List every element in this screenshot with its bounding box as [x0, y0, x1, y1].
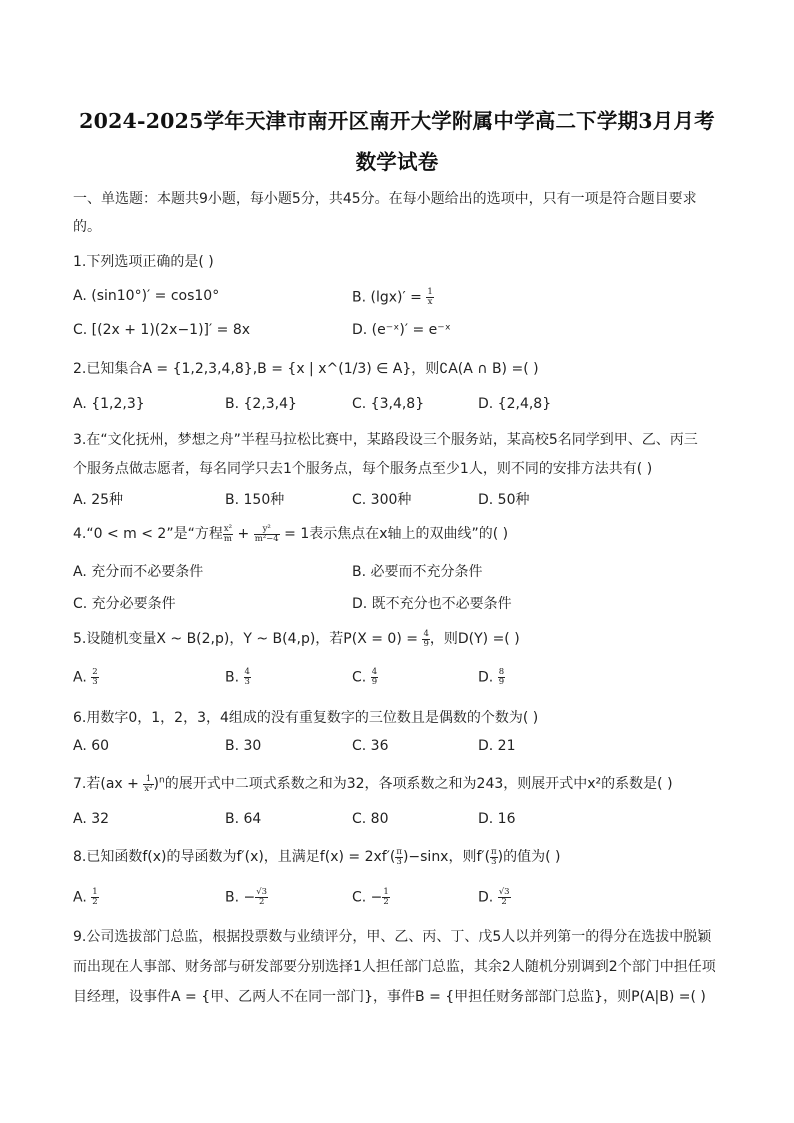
q8-stem-mid: )−sinx，则f′(	[402, 849, 491, 865]
fraction-numerator: π	[396, 846, 402, 857]
fraction-denominator: 2	[501, 897, 507, 907]
option-fraction	[255, 888, 268, 907]
q2-option-b: B. {2,3,4}	[225, 396, 297, 412]
section-heading-cont: 的。	[73, 219, 101, 235]
fraction-numerator: 4	[423, 628, 429, 639]
option-label: C.	[352, 669, 371, 686]
q1-stem: 1.下列选项正确的是( )	[73, 254, 214, 270]
q4-plus: +	[233, 526, 254, 542]
q4-option-d: D. 既不充分也不必要条件	[352, 596, 512, 612]
fraction-denominator: 3	[92, 677, 98, 687]
q3-stem-line2: 个服务点做志愿者，每名同学只去1个服务点，每个服务点至少1人，则不同的安排方法共有( )	[73, 461, 653, 477]
q7-close-paren: )	[153, 776, 159, 792]
fraction-denominator: 2	[92, 897, 98, 907]
q5-stem-pre: 5.设随机变量X ~ B(2,p)，Y ~ B(4,p)，若P(X = 0) =	[73, 631, 423, 647]
q4-option-a: A. 充分而不必要条件	[73, 564, 204, 580]
option-label: A.	[73, 889, 92, 906]
q2-option-c: C. {3,4,8}	[352, 396, 425, 412]
section-heading: 一、单选题：本题共9小题，每小题5分，共45分。在每小题给出的选项中，只有一项是符合题目要求	[73, 191, 697, 207]
q5-option-d	[478, 668, 505, 687]
q6-option-b: B. 30	[225, 738, 262, 754]
q3-option-c: C. 300种	[352, 492, 412, 508]
q7-stem-post: 的展开式中二项式系数之和为32，各项系数之和为243，则展开式中x²的系数是( )	[164, 776, 673, 792]
q8-fraction-pi-2	[490, 848, 498, 867]
q2-stem-post: ，则∁A(A ∩ B) =( )	[411, 361, 539, 377]
q8-stem	[73, 846, 560, 867]
q3-stem-line1: 3.在“文化抚州，梦想之舟”半程马拉松比赛中，某路段设三个服务站，某高校5名同学到甲、乙、丙三	[73, 432, 698, 448]
q6-stem: 6.用数字0，1，2，3，4组成的没有重复数字的三位数且是偶数的个数为( )	[73, 710, 539, 726]
q8-option-a	[73, 888, 99, 907]
q7-exponent: n	[159, 775, 165, 786]
fraction-numerator: 4	[244, 667, 250, 677]
q2-set-b: {x | x^(1/3) ∈ A}	[287, 361, 412, 377]
q1-option-b	[352, 288, 434, 307]
q5-option-c	[352, 668, 378, 687]
q9-stem-line3: 目经理，设事件A = {甲、乙两人不在同一部门}，事件B = {甲担任财务部部门总监}，则P(A|B) =( )	[73, 989, 706, 1005]
q7-option-d: D. 16	[478, 811, 516, 827]
fraction-numerator: 4	[371, 667, 378, 677]
option-fraction	[371, 668, 378, 687]
fraction-numerator: 1	[92, 887, 98, 897]
q8-stem-pre: 8.已知函数f(x)的导函数为f′(x)，且满足f(x) = 2xf′(	[73, 849, 396, 865]
q7-stem	[73, 773, 673, 794]
q7-option-b: B. 64	[225, 811, 262, 827]
exam-subtitle: 数学试卷	[355, 150, 439, 174]
fraction-denominator: 2	[383, 897, 389, 907]
q5-option-a	[73, 668, 99, 687]
q5-stem	[73, 628, 520, 649]
q1-option-a: A. (sin10°)′ = cos10°	[73, 288, 220, 304]
q7-fraction	[143, 775, 153, 794]
option-label: C. −	[352, 889, 383, 906]
fraction-numerator: 1	[427, 287, 433, 297]
q2-stem	[73, 358, 539, 378]
q5-option-b	[225, 668, 251, 687]
fraction-denominator: m²−4	[254, 533, 279, 544]
q8-option-c	[352, 888, 390, 907]
q7-option-a: A. 32	[73, 811, 110, 827]
fraction-denominator: 9	[423, 638, 429, 649]
fraction-denominator: 2	[258, 897, 265, 907]
option-fraction	[91, 888, 98, 907]
option-fraction	[91, 668, 98, 687]
q1-option-b-text: B. (lgx)′ =	[352, 289, 427, 306]
q6-option-d: D. 21	[478, 738, 516, 754]
fraction-denominator: m	[223, 533, 232, 544]
fraction-denominator: 3	[244, 677, 250, 687]
q5-stem-fraction	[422, 630, 429, 649]
q2-stem-pre: 2.已知集合A = {1,2,3,4,8},B =	[73, 361, 288, 377]
q3-option-d: D. 50种	[478, 492, 530, 508]
q4-option-b: B. 必要而不充分条件	[352, 564, 483, 580]
fraction-numerator: x²	[223, 523, 233, 534]
fraction-numerator: π	[491, 846, 497, 857]
option-fraction	[244, 668, 251, 687]
fraction-numerator: 1	[383, 887, 389, 897]
option-fraction	[498, 668, 505, 687]
q5-stem-post: ，则D(Y) =( )	[429, 631, 520, 647]
q6-option-a: A. 60	[73, 738, 110, 754]
option-label: D.	[478, 889, 498, 906]
option-label: D.	[478, 669, 498, 686]
fraction-numerator: y²	[254, 525, 280, 535]
q8-option-b	[225, 888, 268, 907]
q7-stem-pre: 7.若(ax +	[73, 776, 144, 792]
option-label: B. −	[225, 889, 256, 906]
exam-title: 2024-2025学年天津市南开区南开大学附属中学高二下学期3月月考	[79, 109, 715, 133]
fraction-denominator: 9	[371, 677, 378, 687]
fraction-denominator: x²	[144, 783, 153, 794]
fraction-numerator: 2	[92, 667, 98, 677]
q1-option-c: C. [(2x + 1)(2x−1)]′ = 8x	[73, 322, 251, 338]
fraction-denominator: 9	[498, 677, 505, 687]
option-label: A.	[73, 669, 92, 686]
fraction-numerator: 8	[498, 667, 505, 677]
q9-stem-line2: 而出现在人事部、财务部与研发部要分别选择1人担任部门总监，其余2人随机分别调到2个部门中担任项	[73, 959, 716, 975]
fraction-denominator: x	[427, 297, 433, 307]
q3-option-a: A. 25种	[73, 492, 124, 508]
q9-stem-line1: 9.公司选拔部门总监，根据投票数与业绩评分，甲、乙、丙、丁、戊5人以并列第一的得分在选拔中脱颖	[73, 929, 712, 945]
q1-option-d: D. (e⁻ˣ)′ = e⁻ˣ	[352, 322, 451, 338]
q4-stem-pre: 4.“0 < m < 2”是“方程	[73, 526, 223, 542]
q2-option-a: A. {1,2,3}	[73, 396, 145, 412]
option-fraction	[382, 888, 389, 907]
q4-fraction-y	[254, 525, 280, 544]
q8-fraction-pi	[395, 848, 403, 867]
q2-option-d: D. {2,4,8}	[478, 396, 552, 412]
option-fraction	[498, 888, 511, 907]
fraction-numerator: √3	[256, 887, 268, 897]
q4-stem	[73, 523, 508, 544]
q4-fraction-x	[223, 525, 233, 544]
fraction-denominator: 3	[491, 856, 497, 867]
q8-stem-post: )的值为( )	[497, 849, 561, 865]
q1-option-b-fraction	[426, 288, 433, 307]
option-label: B.	[225, 669, 244, 686]
q3-option-b: B. 150种	[225, 492, 285, 508]
q7-option-c: C. 80	[352, 811, 389, 827]
fraction-denominator: 3	[396, 856, 402, 867]
fraction-numerator: 1	[143, 775, 153, 785]
fraction-numerator: √3	[498, 887, 510, 897]
q4-stem-post: = 1表示焦点在x轴上的双曲线”的( )	[279, 526, 509, 542]
q6-option-c: C. 36	[352, 738, 389, 754]
q4-option-c: C. 充分必要条件	[73, 596, 176, 612]
q8-option-d	[478, 888, 511, 907]
